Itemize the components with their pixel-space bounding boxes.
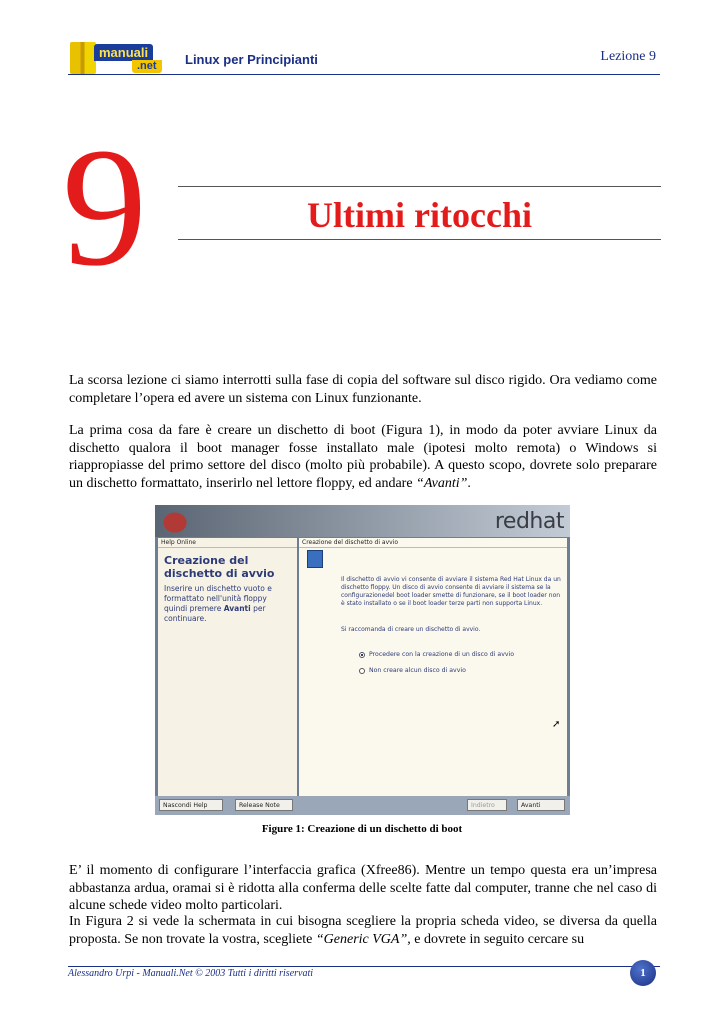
back-button[interactable]: Indietro — [467, 799, 507, 811]
paragraph-video-card-text: In Figura 2 si vede la schermata in cui bisogna scegliere la propria scheda video, se diversa da quella proposta. Se non trovate la vostra, scegliete — [69, 914, 657, 947]
paragraph-video-card — [69, 913, 657, 948]
floppy-disk-icon — [307, 550, 323, 568]
installer-button-bar — [155, 796, 570, 815]
hide-help-button[interactable]: Nascondi Help — [159, 799, 223, 811]
radio-unselected-icon — [359, 668, 365, 674]
next-button[interactable]: Avanti — [517, 799, 565, 811]
main-panel-tab: Creazione del dischetto di avvio — [299, 538, 567, 548]
mouse-cursor-icon: ➚ — [552, 719, 561, 730]
logo-text-primary: manuali — [94, 44, 153, 61]
site-logo — [70, 42, 174, 74]
help-heading: Creazione del dischetto di avvio — [164, 554, 275, 580]
help-text-1: Inserire un dischetto vuoto e formattato nell'unità floppy quindi premere — [164, 584, 272, 613]
lesson-label: Lezione 9 — [600, 49, 656, 64]
page-number-badge: 1 — [630, 960, 656, 986]
installer-screenshot — [155, 505, 570, 815]
paragraph-boot-disk — [69, 422, 657, 492]
release-notes-button[interactable]: Release Note — [235, 799, 293, 811]
header-divider — [68, 74, 660, 75]
radio-selected-icon — [359, 652, 365, 658]
books-icon — [70, 42, 96, 74]
main-panel — [299, 538, 567, 796]
redhat-hat-icon — [157, 507, 193, 533]
course-title: Linux per Principianti — [185, 52, 318, 67]
chapter-rule-bottom — [178, 239, 661, 240]
paragraph-boot-disk-end: . — [467, 475, 471, 491]
paragraph-xfree: E’ il momento di configurare l’interfaccia grafica (Xfree86). Mentre un tempo questa era un’impresa abbastanza ardua, oramai si è ridotta alla conferma delle scelte fatte dal computer, tranne che nel caso di alcune schede video molto particolari. — [69, 863, 657, 913]
footer-divider — [68, 966, 660, 967]
help-text — [158, 584, 297, 624]
main-recommendation: Si raccomanda di creare un dischetto di avvio. — [341, 626, 481, 633]
chapter-number: 9 — [62, 113, 147, 301]
help-text-bold: Avanti — [223, 604, 251, 613]
radio-skip-disk-label: Non creare alcun disco di avvio — [369, 667, 466, 674]
generic-vga-emphasis: “Generic VGA” — [315, 931, 408, 947]
redhat-wordmark: redhat — [494, 509, 564, 534]
main-description: Il dischetto di avvio vi consente di avviare il sistema Red Hat Linux da un dischetto floppy. Un disco di avvio consente di avviare il sistema se la configurazionedel boot loader smette di funzionare, se il boot loader non è stato installato o se il boot loader terze parti non supporta Linux. — [341, 576, 561, 607]
logo-text-secondary: .net — [132, 60, 162, 73]
radio-skip-disk[interactable] — [359, 667, 466, 674]
radio-create-disk-label: Procedere con la creazione di un disco di avvio — [369, 651, 515, 658]
installer-banner — [155, 505, 570, 537]
paragraph-video-card-end: , e dovrete in seguito cercare su — [407, 931, 585, 947]
figure-caption: Figure 1: Creazione di un dischetto di boot — [261, 823, 463, 835]
radio-create-disk[interactable] — [359, 651, 514, 658]
chapter-rule-top — [178, 186, 661, 187]
paragraph-intro: La scorsa lezione ci siamo interrotti sulla fase di copia del software sul disco rigido. Ora vediamo come completare l’opera ed avere un sistema con Linux funzionante. — [69, 373, 657, 406]
help-panel-tab: Help Online — [158, 538, 297, 548]
chapter-title: Ultimi ritocchi — [307, 195, 532, 235]
footer-credit: Alessandro Urpi - Manuali.Net © 2003 Tutti i diritti riservati — [68, 968, 314, 979]
paragraph-boot-disk-text: La prima cosa da fare è creare un dischetto di boot (Figura 1), in modo da poter avviare Linux da dischetto qualora il boot manager fosse installato male (ipotesi molto remota) o Windows si riappropiasse del primo settore del disco (molto più probabile). A questo scopo, dovrete solo preparare un dischetto formattato, inserirlo nel lettore floppy, ed andare — [69, 423, 657, 491]
avanti-emphasis: “Avanti” — [416, 475, 468, 491]
help-panel — [158, 538, 297, 796]
help-text-2: per continuare. — [164, 604, 266, 623]
